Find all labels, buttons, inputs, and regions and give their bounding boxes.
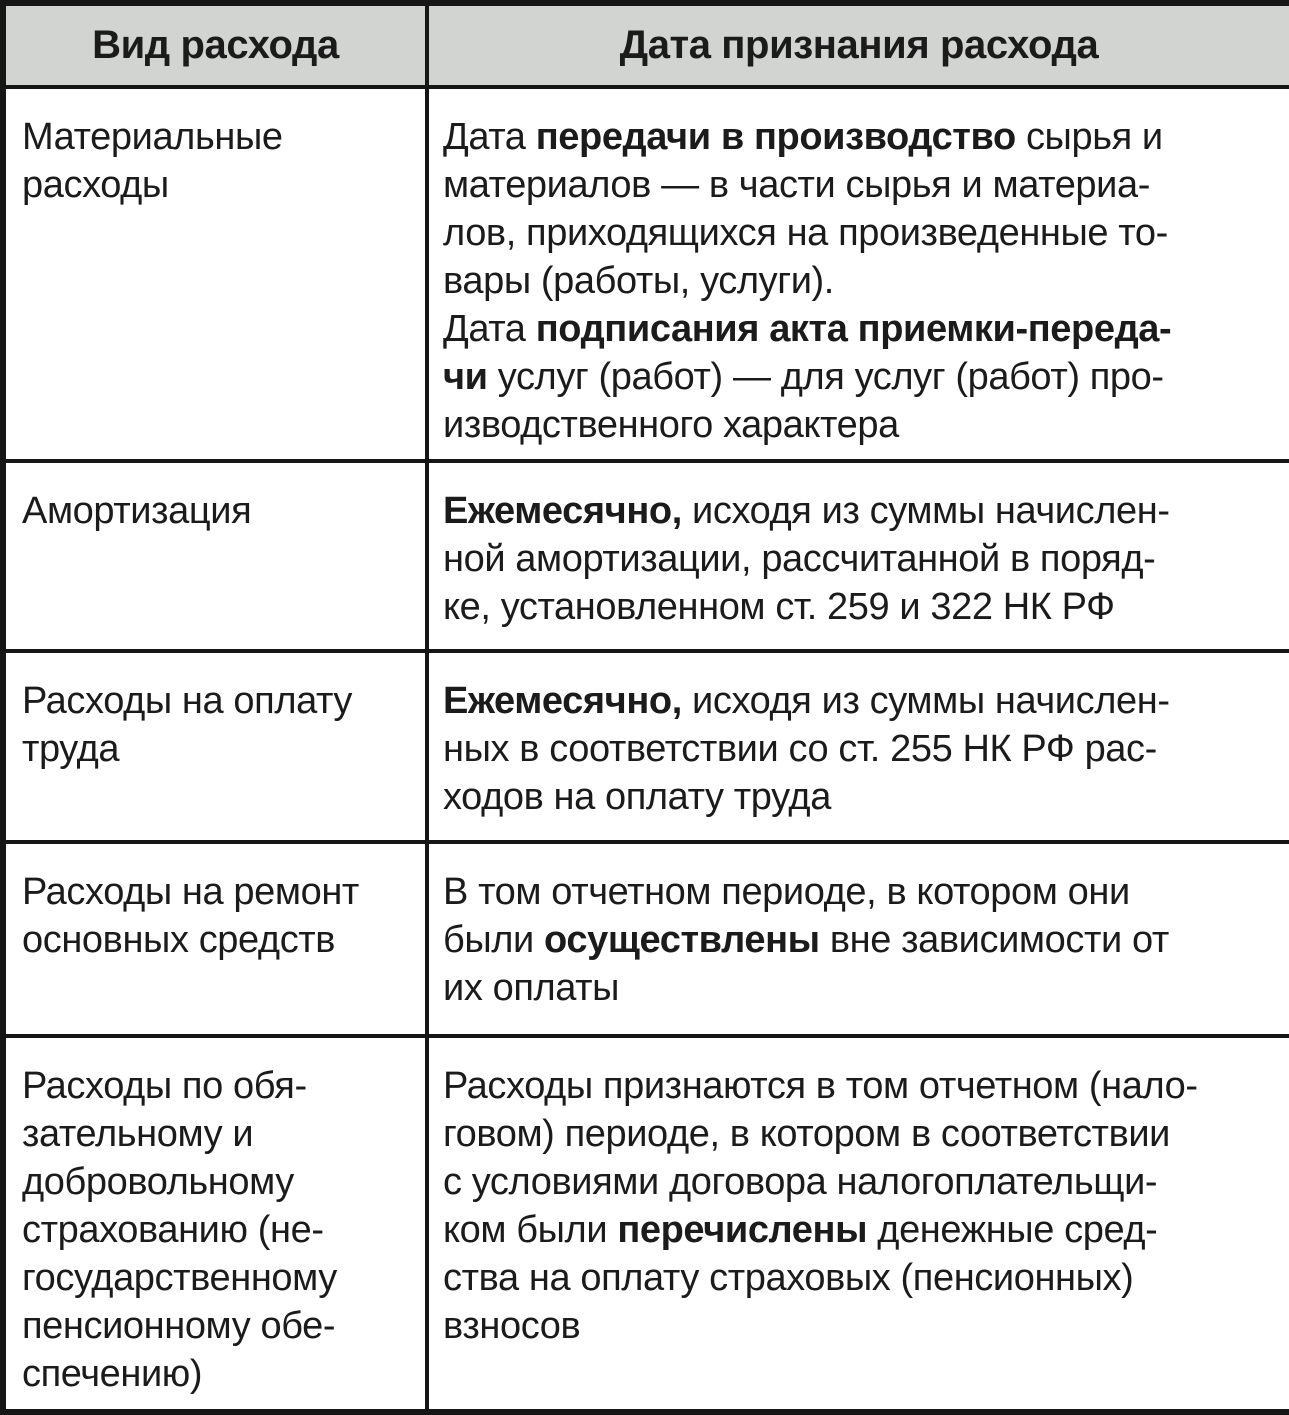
expense-type-cell: Расходы на ремонт основных средств bbox=[3, 842, 427, 1036]
table-row bbox=[3, 87, 1289, 461]
table-header bbox=[3, 3, 1289, 87]
recognition-date-cell: Расходы признаются в том отчетном (нало- говом) периоде, в котором в соответствии с условиями договора налогоплательщи- ком были перечислены денежные сред- ства на оплату страховых (пенсионных) взносов bbox=[427, 1036, 1289, 1412]
expense-type-cell: Расходы по обя- зательному и добровольному страхованию (не- государственному пенсионному обе- спечению) bbox=[3, 1036, 427, 1412]
table-row bbox=[3, 1036, 1289, 1412]
header-expense-type: Вид расхода bbox=[3, 3, 427, 87]
expense-type-cell: Амортизация bbox=[3, 461, 427, 651]
recognition-date-cell: В том отчетном периоде, в котором они были осуществлены вне зависимости от их оплаты bbox=[427, 842, 1289, 1036]
table-row bbox=[3, 842, 1289, 1036]
expense-type-cell: Материальные расходы bbox=[3, 87, 427, 461]
recognition-date-cell: Ежемесячно, исходя из суммы начислен- ных в соответствии со ст. 255 НК РФ рас- ходов на оплату труда bbox=[427, 651, 1289, 842]
recognition-date-cell: Дата передачи в производство сырья и материалов — в части сырья и материа- лов, приходящихся на произведенные то- вары (работы, услуги). Дата подписания акта приемки-переда- чи услуг (работ) — для услуг (работ) про- изводственного характера bbox=[427, 87, 1289, 461]
table-body bbox=[3, 87, 1289, 1412]
expense-type-cell: Расходы на оплату труда bbox=[3, 651, 427, 842]
header-recognition-date: Дата признания расхода bbox=[427, 3, 1289, 87]
recognition-date-cell: Ежемесячно, исходя из суммы начислен- ной амортизации, рассчитанной в поряд- ке, установленном ст. 259 и 322 НК РФ bbox=[427, 461, 1289, 651]
table-row bbox=[3, 461, 1289, 651]
table-row bbox=[3, 651, 1289, 842]
header-row bbox=[3, 3, 1289, 87]
